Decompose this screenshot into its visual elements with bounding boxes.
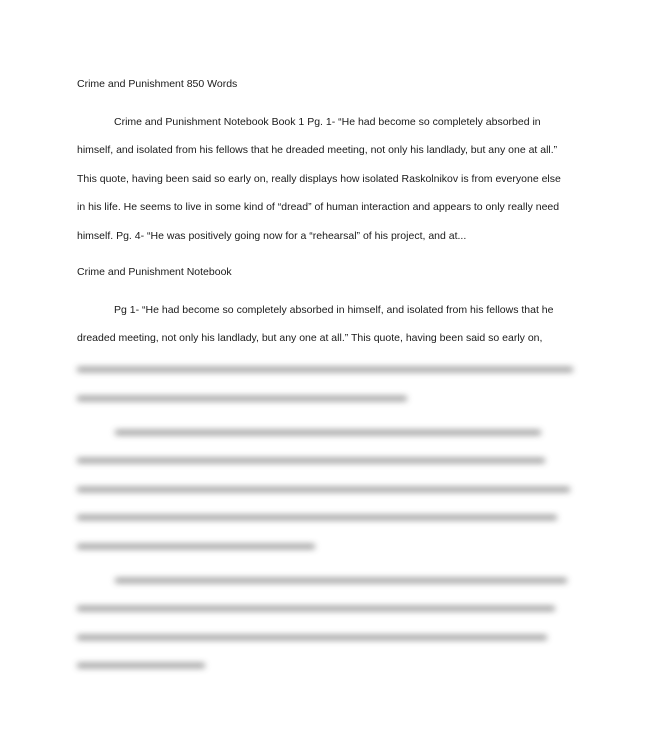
document-title: Crime and Punishment 850 Words bbox=[77, 78, 238, 90]
blurred-preview bbox=[77, 360, 577, 680]
paragraph-line: This quote, having been said so early on, really displays how isolated Raskolnikov is from everyone else bbox=[77, 173, 561, 185]
paragraph-line: himself. Pg. 4- “He was positively going now for a “rehearsal” of his project, and at... bbox=[77, 230, 467, 242]
paragraph-line: Crime and Punishment Notebook Book 1 Pg. 1- “He had become so completely absorbed in bbox=[114, 116, 541, 128]
paragraph-line: in his life. He seems to live in some kind of “dread” of human interaction and appears to only really need bbox=[77, 201, 560, 213]
paragraph-line: dreaded meeting, not only his landlady, but any one at all.” This quote, having been said so early on, bbox=[77, 332, 543, 344]
paragraph-line: himself, and isolated from his fellows that he dreaded meeting, not only his landlady, but any one at all.” bbox=[77, 144, 558, 156]
paragraph-line: Pg 1- “He had become so completely absorbed in himself, and isolated from his fellows that he bbox=[114, 304, 554, 316]
section-heading: Crime and Punishment Notebook bbox=[77, 266, 232, 278]
